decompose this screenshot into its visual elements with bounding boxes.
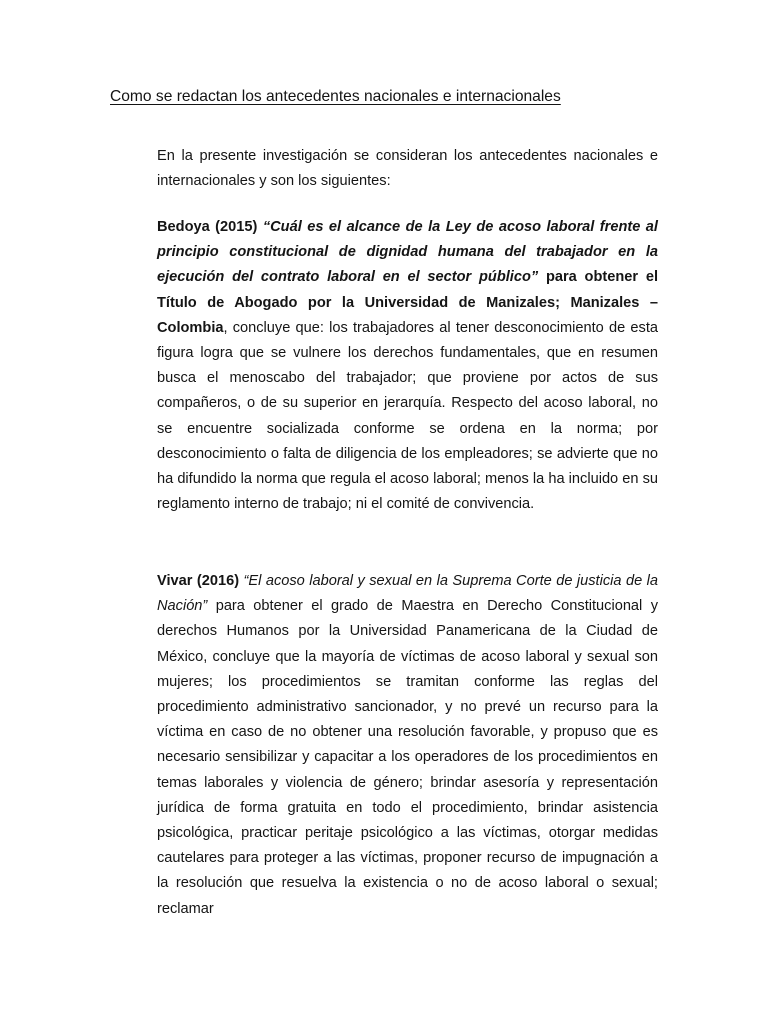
bedoya-body: , concluye que: los trabajadores al tener desconocimiento de esta figura logra que se vulnere los derechos fundamentales, que en resumen busca el menoscabo del trabajador; que proviene por actos de sus compañeros, o de su superior en jerarquía. Respecto del acoso laboral, no se encuentre socializada conforme se ordena en la norma; por desconocimiento o falta de diligencia de los empleadores; se advierte que no ha difundido la norma que regula el acoso laboral; menos la ha incluido en su reglamento interno de trabajo; ni el comité de convivencia. [157, 319, 658, 513]
bedoya-author: Bedoya (2015) [157, 219, 258, 235]
heading-text: Como se redactan los antecedentes nacionales e internacionales [110, 88, 561, 105]
bedoya-paragraph [157, 215, 658, 517]
intro-text: En la presente investigación se consideran los antecedentes nacionales e internacionales y son los siguientes: [157, 148, 658, 190]
vivar-body: para obtener el grado de Maestra en Derecho Constitucional y derechos Humanos por la Universidad Panamericana de la Ciudad de México, concluye que la mayoría de víctimas de acoso laboral y sexual son mujeres; los procedimientos se tramitan conforme las reglas del procedimiento administrativo sancionador, y no prevé un recurso para la víctima en caso de no obtener una resolución favorable, y propuso que es necesario sensibilizar y capacitar a los operadores de los procedimientos en temas laborales y violencia de género; brindar asesoría y representación jurídica de forma gratuita en todo el procedimiento, brindar asistencia psicológica, practicar peritaje psicológico a las víctimas, otorgar medidas cautelares para proteger a las víctimas, proponer recurso de impugnación a la resolución que resuelva la existencia o no de acoso laboral o sexual; reclamar [157, 598, 658, 917]
document-heading [110, 87, 561, 107]
vivar-author: Vivar (2016) [157, 573, 240, 589]
bedoya-title: “Cuál es el alcance de la Ley de acoso laboral frente al principio constitucional de dignidad humana del trabajador en la ejecución del contrato laboral en el sector público” [157, 219, 658, 286]
intro-paragraph [157, 144, 658, 194]
vivar-title: “El acoso laboral y sexual en la Suprema Corte de justicia de la Nación” [157, 573, 658, 615]
bedoya-degree: para obtener el Título de Abogado por la Universidad de Manizales; Manizales – Colombia [157, 269, 658, 336]
vivar-paragraph [157, 569, 658, 922]
